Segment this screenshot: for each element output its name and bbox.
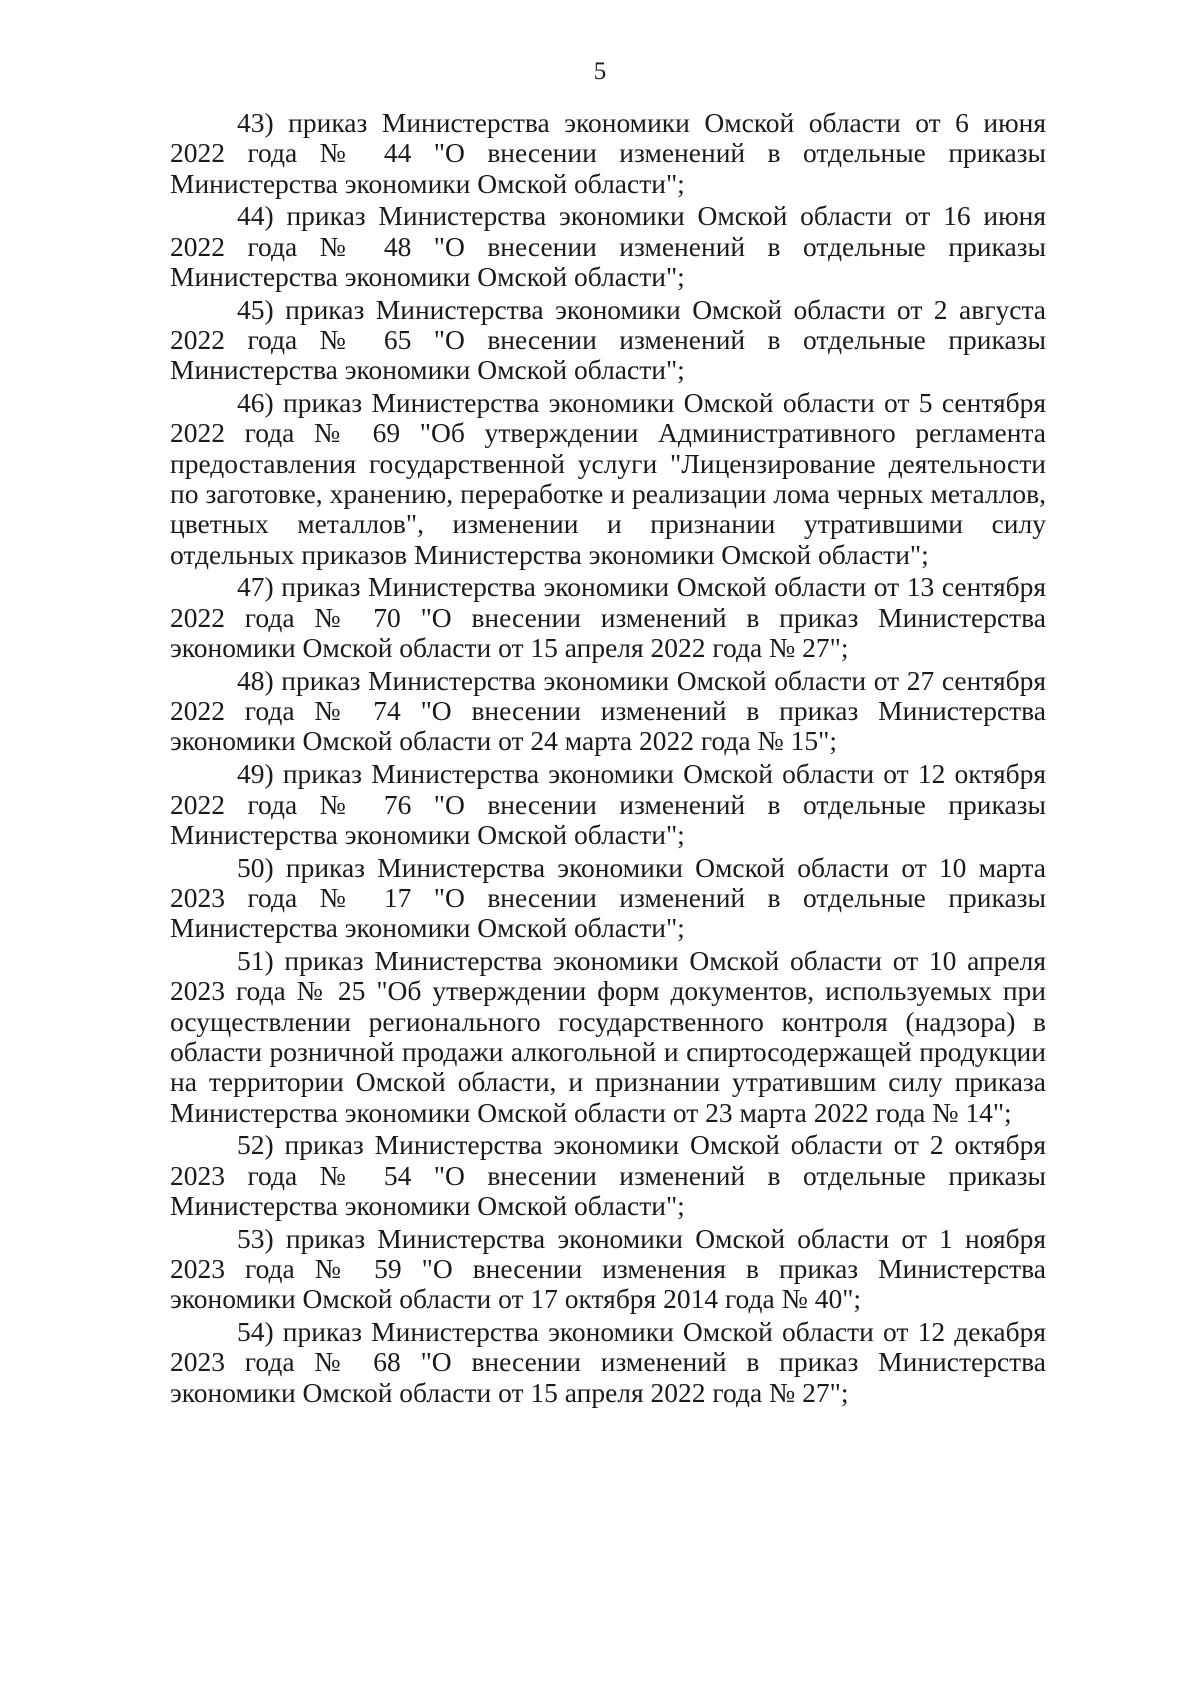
list-item-51: 51) приказ Министерства экономики Омской области от 10 апреля 2023 года № 25 "Об утверждении форм документов, используемых при осуществлении регионального государственного контроля (надзора) в области розничной продажи алкогольной и спиртосодержащей продукции на территории Омской области, и признании утратившим силу приказа Министерства экономики Омской области от 23 марта 2022 года № 14";: [170, 945, 1046, 1128]
list-item-50: 50) приказ Министерства экономики Омской области от 10 марта 2023 года № 17 "О внесении изменений в отдельные приказы Министерства экономики Омской области";: [170, 851, 1046, 944]
document-body: [170, 108, 1046, 1408]
list-item-45: 45) приказ Министерства экономики Омской области от 2 августа 2022 года № 65 "О внесении изменений в отдельные приказы Министерства экономики Омской области";: [170, 293, 1046, 386]
list-item-49: 49) приказ Министерства экономики Омской области от 12 октября 2022 года № 76 "О внесении изменений в отдельные приказы Министерства экономики Омской области";: [170, 758, 1046, 850]
list-item-43: 43) приказ Министерства экономики Омской области от 6 июня 2022 года № 44 "О внесении изменений в отдельные приказы Министерства экономики Омской области";: [170, 107, 1046, 199]
list-item-54: 54) приказ Министерства экономики Омской области от 12 декабря 2023 года № 68 "О внесении изменений в приказ Министерства экономики Омской области от 15 апреля 2022 года № 27";: [170, 1316, 1046, 1408]
list-item-44: 44) приказ Министерства экономики Омской области от 16 июня 2022 года № 48 "О внесении изменений в отдельные приказы Министерства экономики Омской области";: [170, 200, 1046, 292]
list-item-53: 53) приказ Министерства экономики Омской области от 1 ноября 2023 года № 59 "О внесении изменения в приказ Министерства экономики Омской области от 17 октября 2014 года № 40";: [170, 1222, 1046, 1315]
list-item-46: 46) приказ Министерства экономики Омской области от 5 сентября 2022 года № 69 "Об утверждении Административного регламента предоставления государственной услуги "Лицензирование деятельности по заготовке, хранению, переработке и реализации лома черных металлов, цветных металлов", изменении и признании утратившими силу отдельных приказов Министерства экономики Омской области";: [170, 387, 1046, 570]
list-item-52: 52) приказ Министерства экономики Омской области от 2 октября 2023 года № 54 "О внесении изменений в отдельные приказы Министерства экономики Омской области";: [170, 1129, 1046, 1221]
list-item-48: 48) приказ Министерства экономики Омской области от 27 сентября 2022 года № 74 "О внесении изменений в приказ Министерства экономики Омской области от 24 марта 2022 года № 15";: [170, 664, 1046, 757]
list-item-47: 47) приказ Министерства экономики Омской области от 13 сентября 2022 года № 70 "О внесении изменений в приказ Министерства экономики Омской области от 15 апреля 2022 года № 27";: [170, 571, 1046, 664]
page-number: 5: [593, 58, 607, 85]
